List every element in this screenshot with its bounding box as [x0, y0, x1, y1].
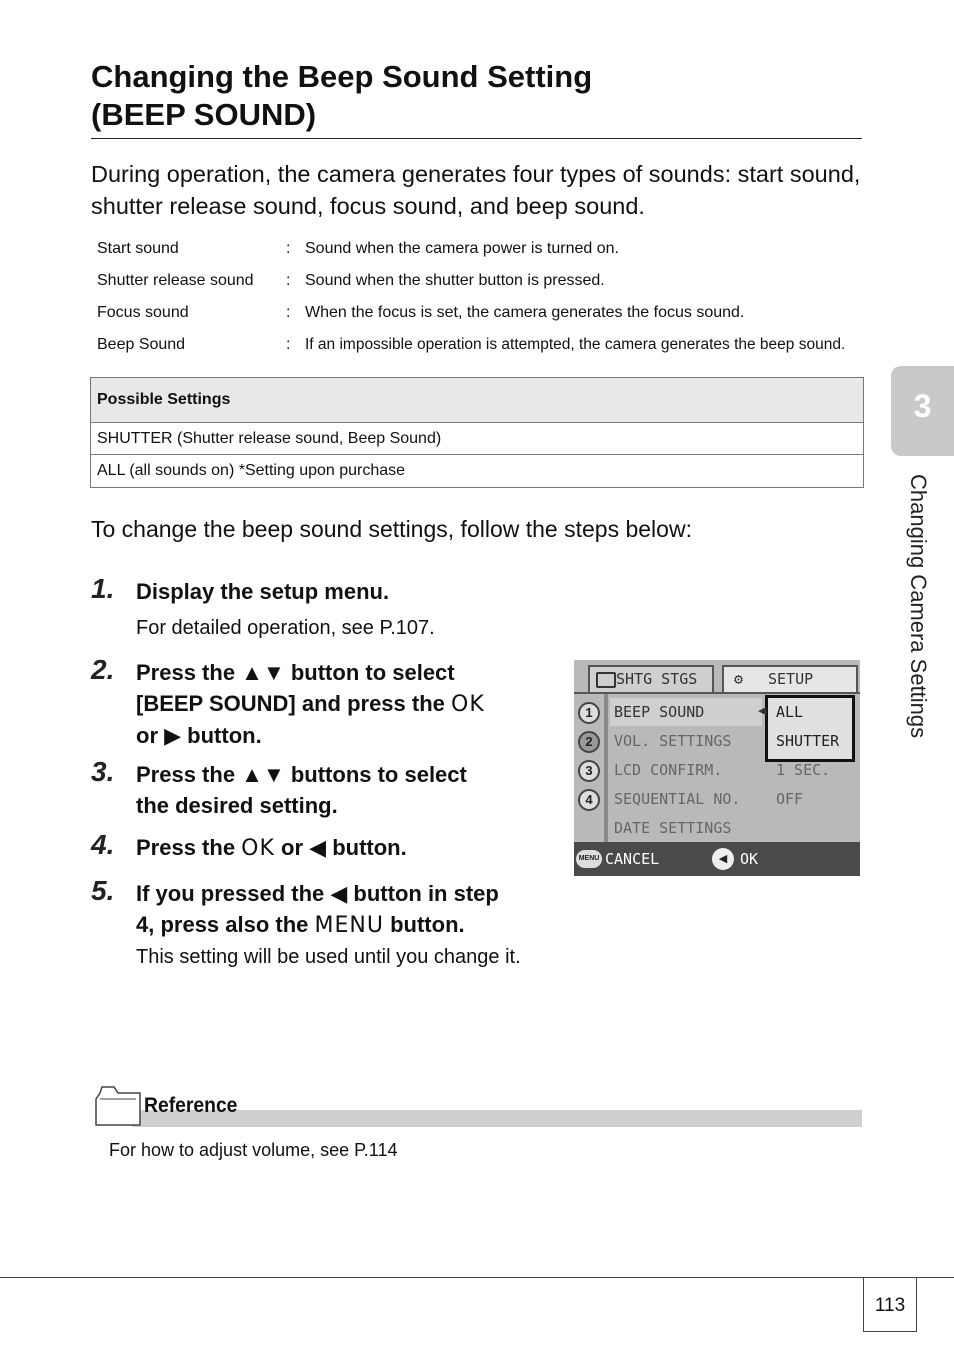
menu-icon: MENU — [314, 913, 384, 938]
tab-setup: ⚙ SETUP — [722, 665, 858, 692]
lcd-confirm-value: 1 SEC. — [776, 761, 831, 779]
left-arrow-icon: ◀ — [758, 705, 767, 717]
sound-definition-row — [97, 336, 867, 360]
tab-shooting-settings: SHTG STGS — [588, 665, 714, 692]
left-arrow-icon: ◀ — [330, 881, 348, 906]
menu-button-icon: MENU — [576, 850, 602, 868]
sound-term: Start sound — [97, 240, 179, 257]
step-instruction: Press the OK or ◀ button. — [136, 835, 407, 861]
colon: : — [286, 304, 291, 321]
menu-page-2: 2 — [578, 731, 600, 753]
ok-icon: OK — [241, 836, 275, 861]
reference-folder-icon — [94, 1083, 142, 1127]
cancel-label: CANCEL — [605, 850, 660, 868]
menu-page-3: 3 — [578, 760, 600, 782]
footer-divider — [0, 1277, 954, 1278]
step-number: 5. — [91, 875, 115, 906]
menu-item-lcd-confirm[interactable]: LCD CONFIRM. — [614, 761, 723, 779]
menu-item-sequential-no[interactable]: SEQUENTIAL NO. — [614, 790, 741, 808]
sound-definition-row — [97, 240, 867, 264]
left-arrow-icon: ◀ — [309, 835, 327, 860]
sound-description: Sound when the shutter button is pressed. — [305, 272, 605, 289]
reference-bar — [132, 1110, 862, 1127]
step-number: 2. — [91, 654, 115, 685]
colon: : — [286, 336, 291, 353]
table-header: Possible Settings — [91, 378, 863, 423]
step-number: 3. — [91, 756, 115, 787]
step-instruction: If you pressed the ◀ button in step 4, press also the MENU button. — [136, 881, 499, 938]
sound-description: When the focus is set, the camera generates the focus sound. — [305, 304, 745, 321]
page-title — [91, 58, 862, 134]
value-all[interactable]: ALL — [776, 703, 804, 721]
menu-page-4: 4 — [578, 789, 600, 811]
title-divider — [91, 138, 862, 139]
sound-description: Sound when the camera power is turned on. — [305, 240, 619, 257]
page-number: 113 — [874, 1295, 906, 1316]
sound-term: Beep Sound — [97, 336, 186, 353]
camera-screen — [574, 660, 860, 876]
up-down-arrows-icon: ▲▼ — [241, 660, 285, 685]
table-row: SHUTTER (Shutter release sound, Beep Sound) — [91, 423, 863, 455]
menu-item-beep-sound[interactable]: BEEP SOUND — [614, 703, 705, 721]
sound-description: If an impossible operation is attempted, the camera generates the beep sound. — [305, 336, 846, 353]
title-line-1: Changing the Beep Sound Setting — [91, 59, 593, 94]
ok-label: OK — [740, 850, 759, 868]
title-line-2: (BEEP SOUND) — [91, 97, 317, 132]
step-instruction: Press the ▲▼ buttons to select the desired setting. — [136, 762, 467, 818]
chapter-number: 3 — [913, 388, 932, 424]
sequential-no-value: OFF — [776, 790, 804, 808]
step-number: 4. — [91, 829, 115, 860]
camera-icon — [596, 672, 616, 688]
table-row: ALL (all sounds on) *Setting upon purchase — [97, 462, 406, 479]
reference-heading: Reference — [144, 1094, 238, 1117]
menu-page-1: 1 — [578, 702, 600, 724]
step-instruction: Press the ▲▼ button to select [BEEP SOUND] and press the OK or ▶ button. — [136, 660, 485, 748]
menu-item-date-settings[interactable]: DATE SETTINGS — [614, 819, 732, 837]
sound-definition-row — [97, 304, 867, 328]
up-down-arrows-icon: ▲▼ — [241, 762, 285, 787]
wrench-icon: ⚙ — [734, 670, 744, 688]
possible-settings-table — [90, 377, 864, 488]
left-button-icon: ◀ — [712, 848, 734, 870]
camera-footer-bar — [574, 842, 860, 876]
colon: : — [286, 272, 291, 289]
steps-intro: To change the beep sound settings, follow the steps below: — [91, 516, 692, 542]
reference-text: For how to adjust volume, see P.114 — [109, 1140, 398, 1160]
chapter-label: Changing Camera Settings — [906, 474, 931, 739]
step-instruction: Display the setup menu. — [136, 579, 390, 604]
menu-item-vol-settings[interactable]: VOL. SETTINGS — [614, 732, 732, 750]
right-arrow-icon: ▶ — [164, 723, 182, 748]
sound-term: Focus sound — [97, 304, 189, 321]
colon: : — [286, 240, 291, 257]
sound-term: Shutter release sound — [97, 272, 254, 289]
intro-paragraph: During operation, the camera generates four types of sounds: start sound, shutter release sound, focus sound, and beep sound. — [91, 161, 861, 219]
sound-definition-row — [97, 272, 867, 296]
value-shutter[interactable]: SHUTTER — [776, 732, 840, 750]
ok-icon: OK — [451, 692, 485, 717]
step-note: This setting will be used until you change it. — [136, 946, 521, 968]
step-note: For detailed operation, see P.107. — [136, 617, 435, 639]
step-number: 1. — [91, 573, 115, 604]
